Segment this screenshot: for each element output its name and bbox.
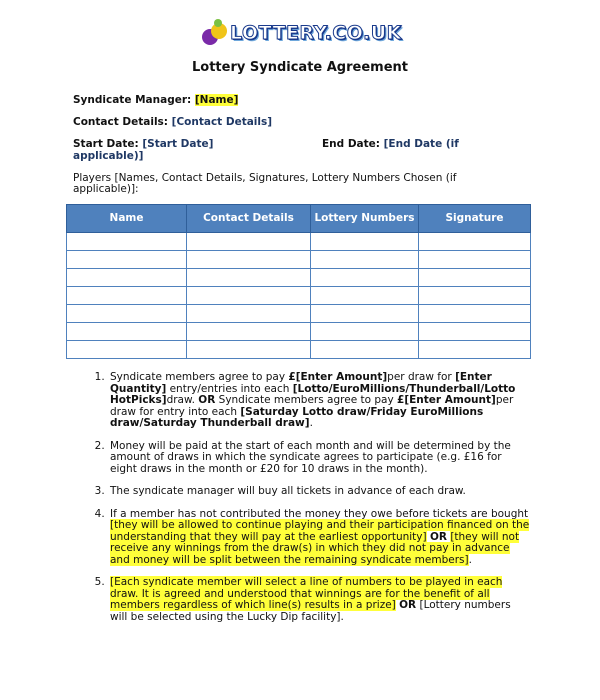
clause-1: 1. Syndicate members agree to pay £[Enter Amount]per draw for [Enter Quantity] entry/entries into each [Lotto/EuroMillions/Thunderball/Lotto HotPicks]draw. OR Syndicate members agree to pay £[Enter Amount]per draw for entry into each [Saturday Lotto draw/Friday EuroMillions draw/Saturday Thunderball draw]. <box>108 372 530 430</box>
lottery-logo <box>202 18 402 48</box>
manager-label: Syndicate Manager: <box>73 94 192 106</box>
players-intro-line2: applicable)]: <box>73 183 139 195</box>
table-row <box>67 305 531 323</box>
table-row <box>67 323 531 341</box>
players-intro-line1: Players [Names, Contact Details, Signatures, Lottery Numbers Chosen (if <box>73 172 457 184</box>
header-contact-details: Contact Details <box>187 205 311 233</box>
clauses-list <box>68 372 530 634</box>
logo-text: LOTTERY.CO.UK <box>230 22 402 44</box>
table-header-row <box>67 205 531 233</box>
start-date-value: [Start Date] <box>142 138 214 150</box>
document-title: Lottery Syndicate Agreement <box>191 60 408 75</box>
header-name: Name <box>67 205 187 233</box>
table-row <box>67 287 531 305</box>
table-row <box>67 341 531 359</box>
clause-4: 4. If a member has not contributed the money they owe before tickets are bought [they will be allowed to continue playing and their participation financed on the understanding that they will pay at the earliest opportunity] OR [they will not receive any winnings from the draw(s) in which they did not pay in advance and money will be split between the remaining syndicate members]. <box>108 509 530 567</box>
clause-2: 2. Money will be paid at the start of each month and will be determined by the amount of draws in which the syndicate agrees to participate (e.g. £16 for eight draws in the month or £20 for 10 draws in the month). <box>108 441 530 476</box>
start-date-label: Start Date: <box>73 138 139 150</box>
players-table <box>66 204 531 359</box>
contact-label: Contact Details: <box>73 116 168 128</box>
header-signature: Signature <box>419 205 531 233</box>
start-date-line <box>73 138 313 150</box>
end-date-line <box>322 138 459 150</box>
manager-line <box>73 94 238 106</box>
table-row <box>67 251 531 269</box>
end-date-label: End Date: <box>322 138 380 150</box>
table-row <box>67 233 531 251</box>
contact-value: [Contact Details] <box>171 116 273 128</box>
table-row <box>67 269 531 287</box>
clause-5: 5. [Each syndicate member will select a line of numbers to be played in each draw. It is agreed and understood that winnings are for the benefit of all members regardless of which line(s) results in a prize] OR [Lottery numbers will be selected using the Lucky Dip facility]. <box>108 577 530 623</box>
lottery-balls-icon <box>202 19 228 47</box>
contact-line <box>73 116 272 128</box>
end-date-value-cont: applicable)] <box>73 150 144 162</box>
header-lottery-numbers: Lottery Numbers <box>311 205 419 233</box>
manager-value: [Name] <box>194 94 239 106</box>
end-date-value: [End Date (if <box>383 138 459 150</box>
clause-3: 3. The syndicate manager will buy all tickets in advance of each draw. <box>108 486 530 498</box>
